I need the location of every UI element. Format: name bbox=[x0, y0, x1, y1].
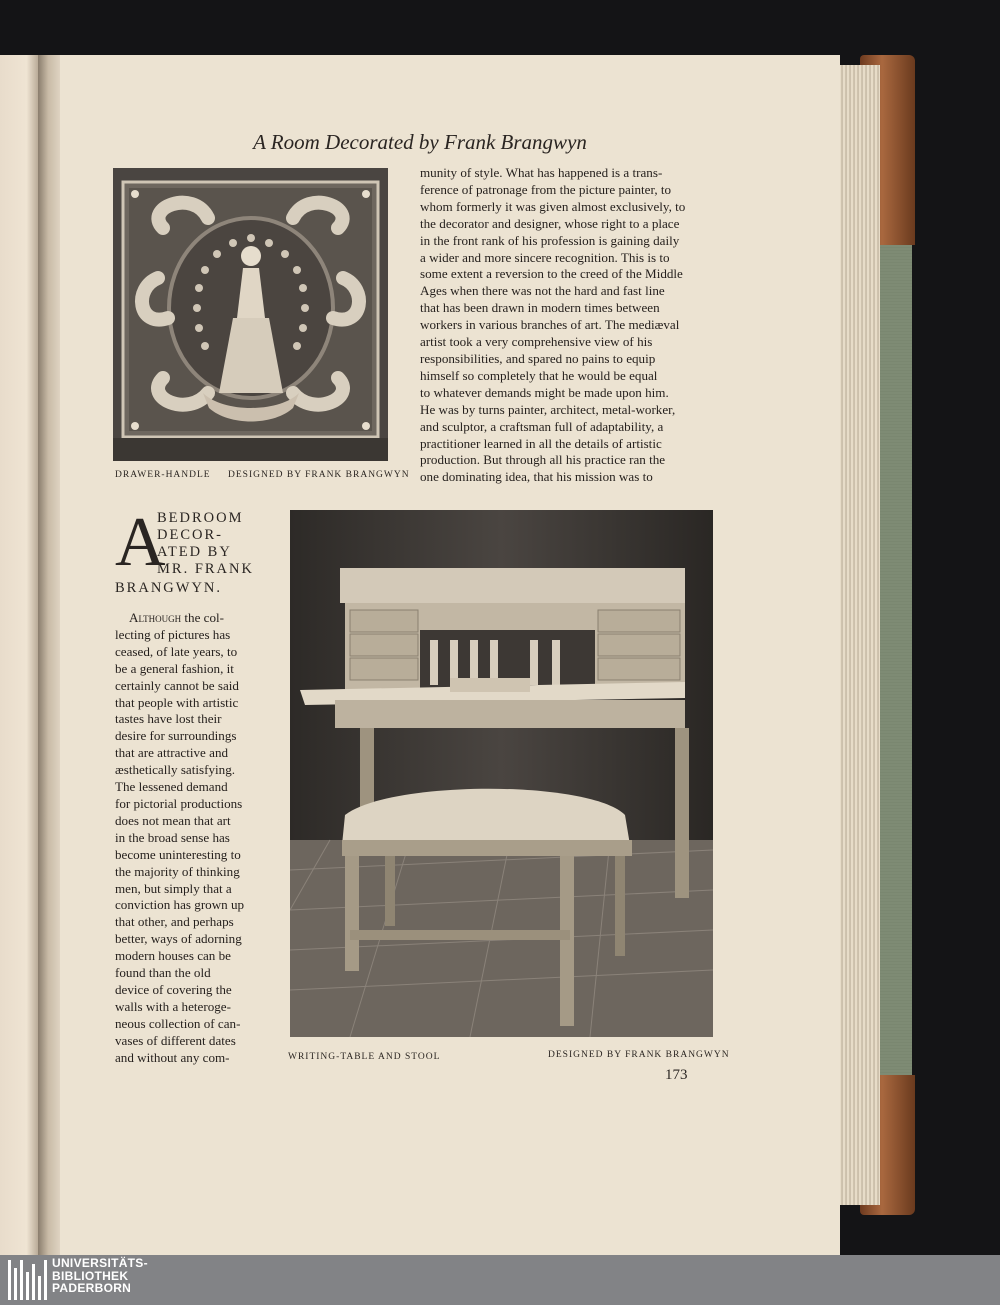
text-line: neous collection of can- bbox=[115, 1015, 241, 1031]
text-line: munity of style. What has happened is a trans- bbox=[420, 165, 663, 180]
text-line: that has been drawn in modern times between bbox=[420, 300, 660, 316]
text-line: himself so completely that he would be equal bbox=[420, 367, 658, 383]
page-edges bbox=[835, 65, 880, 1205]
running-title: A Room Decorated by Frank Brangwyn bbox=[253, 130, 587, 154]
text-line: responsibilities, and spared no pains to equip bbox=[420, 350, 656, 366]
text-line: become uninteresting to bbox=[115, 846, 241, 862]
writing-table-photo bbox=[290, 510, 713, 1037]
text-line: ceased, of late years, to bbox=[115, 643, 238, 659]
text-line: and sculptor, a craftsman full of adaptability, a bbox=[420, 418, 664, 434]
text-line: The lessened demand bbox=[115, 779, 228, 795]
text-line: better, ways of adorning bbox=[115, 931, 242, 947]
drawer-handle-caption-left: DRAWER-HANDLE bbox=[115, 470, 211, 480]
text-line: whom formerly it was given almost exclusively, to bbox=[420, 198, 686, 214]
text-line: æsthetically satisfying. bbox=[115, 762, 236, 778]
text-line: practitioner learned in all the details of artistic bbox=[420, 435, 662, 451]
text-line: to whatever demands might be made upon him. bbox=[420, 384, 669, 400]
text-line: and without any com- bbox=[115, 1049, 230, 1065]
text-line: tastes have lost their bbox=[115, 711, 222, 727]
text-line: workers in various branches of art. The mediæval bbox=[420, 317, 680, 333]
heading-line: MR. FRANK bbox=[157, 561, 254, 577]
text-line: in the broad sense has bbox=[115, 829, 230, 845]
heading-line: ATED BY bbox=[157, 544, 232, 560]
text-line: walls with a heteroge- bbox=[115, 998, 231, 1014]
text-line: ference of patronage from the picture painter, to bbox=[420, 181, 672, 197]
text-line: that are attractive and bbox=[115, 745, 229, 761]
page-number: 173 bbox=[665, 1067, 688, 1083]
text-line: for pictorial productions bbox=[115, 795, 243, 811]
library-logo-icon bbox=[6, 1258, 48, 1302]
drop-cap: A bbox=[115, 504, 166, 581]
text-line: men, but simply that a bbox=[115, 880, 232, 896]
library-logo-text bbox=[52, 1257, 148, 1295]
heading-tail: BRANGWYN. bbox=[115, 580, 223, 596]
text-line bbox=[115, 610, 253, 627]
drawer-handle-photo bbox=[113, 168, 388, 461]
text-line: found than the old bbox=[115, 965, 211, 981]
text-line: lecting of pictures has bbox=[115, 626, 231, 642]
text-line: modern houses can be bbox=[115, 948, 231, 964]
heading-line: BEDROOM bbox=[157, 510, 244, 526]
logo-line: PADERBORN bbox=[52, 1281, 132, 1295]
text-line: certainly cannot be said bbox=[115, 677, 239, 693]
text-line: conviction has grown up bbox=[115, 897, 245, 913]
logo-line: UNIVERSITÄTS- bbox=[52, 1256, 148, 1270]
left-page-edge bbox=[0, 55, 38, 1255]
text-line: some extent a reversion to the creed of the Middle bbox=[420, 266, 683, 282]
writing-table-caption-right: DESIGNED BY FRANK BRANGWYN bbox=[548, 1050, 730, 1060]
text-line: that people with artistic bbox=[115, 694, 239, 710]
drawer-handle-caption-right: DESIGNED BY FRANK BRANGWYN bbox=[228, 470, 410, 480]
text-line: vases of different dates bbox=[115, 1032, 236, 1048]
text-line: Ages when there was not the hard and fast line bbox=[420, 283, 665, 299]
text-line: a wider and more sincere recognition. This is to bbox=[420, 249, 670, 265]
left-text-column bbox=[115, 610, 253, 1066]
lead-word: Although bbox=[129, 610, 182, 625]
text-line: desire for surroundings bbox=[115, 728, 237, 744]
text-line: artist took a very comprehensive view of his bbox=[420, 334, 653, 350]
text-span: the col- bbox=[184, 610, 225, 625]
library-footer bbox=[0, 1255, 1000, 1305]
text-line: one dominating idea, that his mission was to bbox=[420, 469, 653, 485]
heading-line: DECOR- bbox=[157, 527, 223, 543]
text-line: device of covering the bbox=[115, 981, 232, 997]
logo-line: BIBLIOTHEK bbox=[52, 1268, 129, 1283]
text-line: the majority of thinking bbox=[115, 863, 240, 879]
spine-cloth bbox=[880, 245, 912, 1075]
text-line: does not mean that art bbox=[115, 812, 231, 828]
text-line: that other, and perhaps bbox=[115, 914, 234, 930]
text-line: be a general fashion, it bbox=[115, 660, 234, 676]
text-line: production. But through all his practice ran the bbox=[420, 452, 666, 468]
text-line: He was by turns painter, architect, metal-worker, bbox=[420, 401, 676, 417]
right-text-column bbox=[420, 165, 712, 486]
text-line: the decorator and designer, whose right to a place bbox=[420, 215, 680, 231]
writing-table-caption-left: WRITING-TABLE AND STOOL bbox=[288, 1052, 441, 1062]
text-line: in the front rank of his profession is gaining daily bbox=[420, 232, 680, 248]
heading-lines bbox=[157, 510, 257, 578]
